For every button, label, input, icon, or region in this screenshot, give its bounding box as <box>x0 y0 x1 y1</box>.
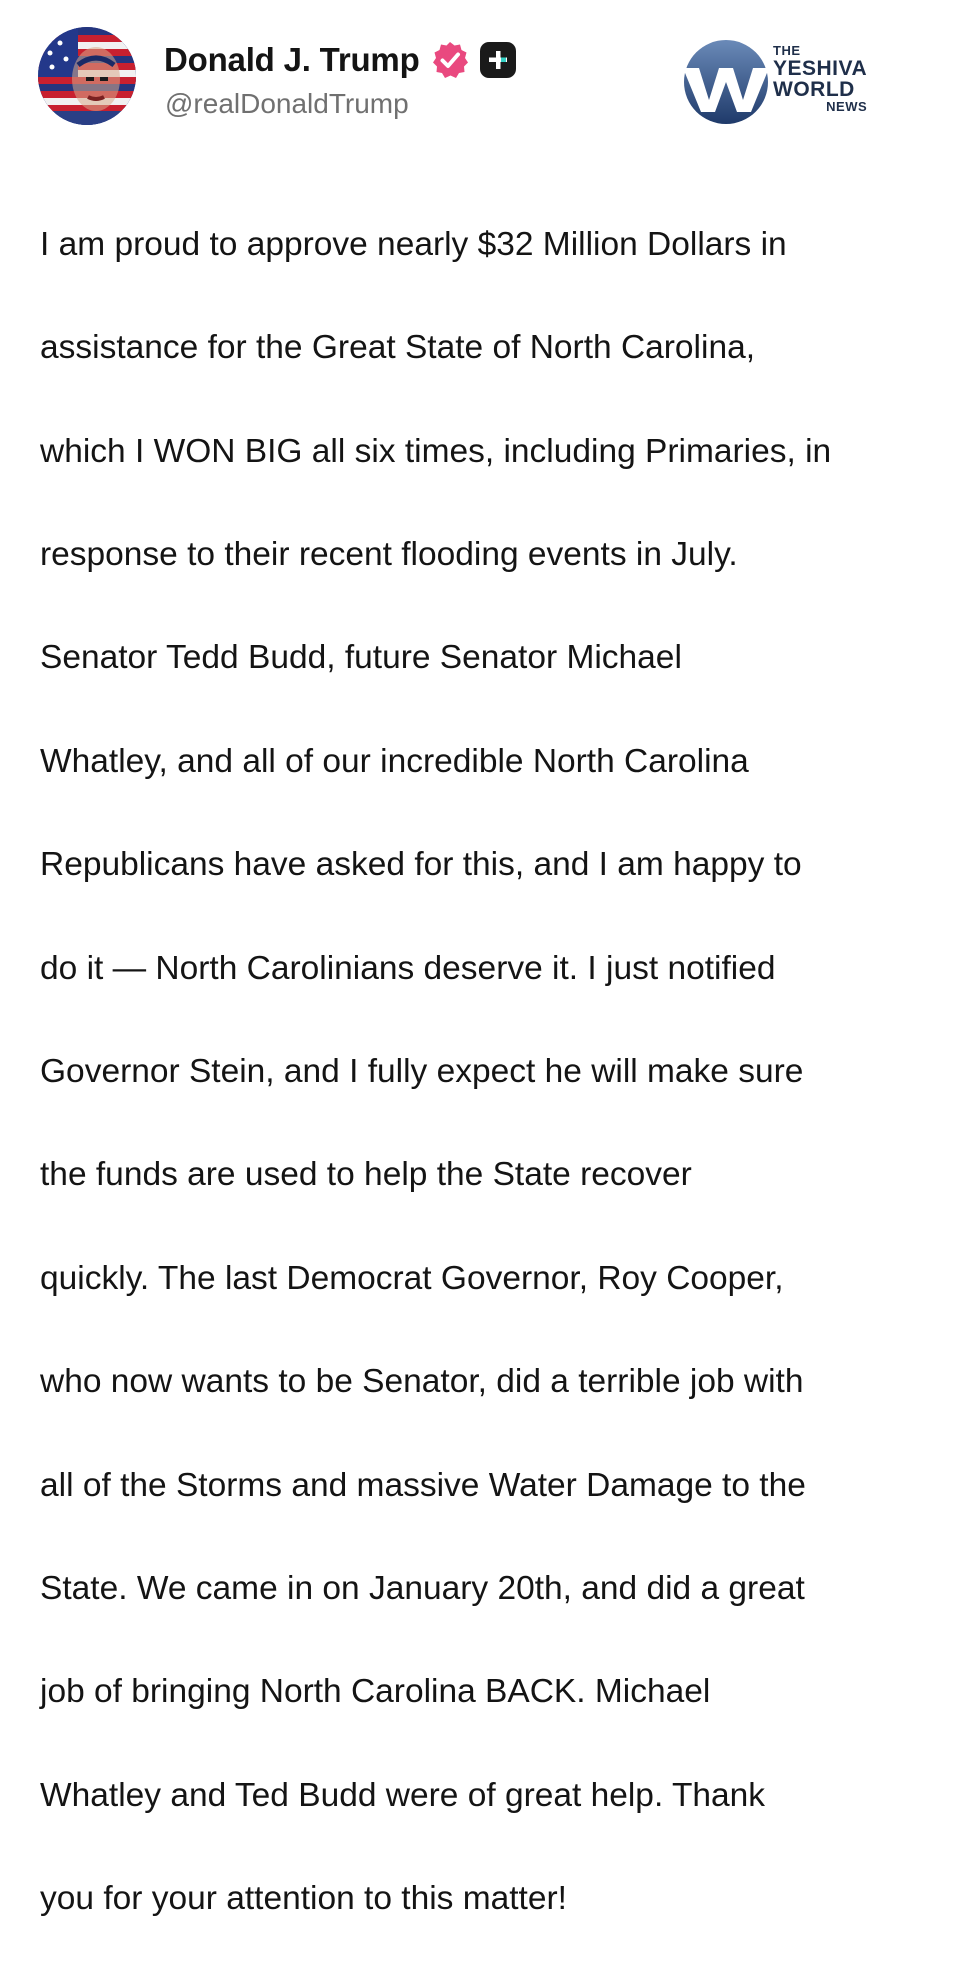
post-body-line: Senator Tedd Budd, future Senator Michael <box>40 639 682 677</box>
verified-badge-icon <box>430 40 470 80</box>
post-body-line: assistance for the Great State of North Carolina, <box>40 329 756 367</box>
post-body-line: State. We came in on January 20th, and did a great <box>40 1569 805 1607</box>
post-body-line: Whatley and Ted Budd were of great help. Thank <box>40 1776 766 1814</box>
post-body-line: job of bringing North Carolina BACK. Michael <box>40 1673 711 1711</box>
ywn-wordmark <box>773 44 867 113</box>
post-body-line: response to their recent flooding events in July. <box>40 535 738 573</box>
post-body-line: Governor Stein, and I fully expect he will make sure <box>40 1052 804 1090</box>
ywn-logo-icon <box>681 38 771 126</box>
post-body-line: all of the Storms and massive Water Damage to the <box>40 1466 806 1504</box>
post-body-line: who now wants to be Senator, did a terrible job with <box>40 1363 804 1401</box>
flag-portrait-avatar <box>38 27 136 125</box>
post-body-line: do it — North Carolinians deserve it. I just notified <box>40 949 776 987</box>
post-body-line: quickly. The last Democrat Governor, Roy Cooper, <box>40 1259 784 1297</box>
post-body-line: which I WON BIG all six times, including Primaries, in <box>40 432 832 470</box>
author-avatar[interactable] <box>38 27 136 125</box>
post-body <box>40 167 950 1977</box>
ywn-line-the: THE <box>773 43 801 58</box>
author-handle[interactable]: @realDonaldTrump <box>165 88 409 119</box>
post-body-line: I am proud to approve nearly $32 Million Dollars in <box>40 225 787 263</box>
post-body-line: Whatley, and all of our incredible North Carolina <box>40 742 749 780</box>
author-name[interactable]: Donald J. Trump <box>164 41 420 78</box>
post-body-line: the funds are used to help the State recover <box>40 1156 692 1194</box>
ywn-line-news: NEWS <box>826 99 868 114</box>
post-body-line: you for your attention to this matter! <box>40 1880 567 1918</box>
ywn-line-world: WORLD <box>773 78 855 101</box>
ywn-watermark <box>681 38 881 126</box>
post-body-line: Republicans have asked for this, and I am happy to <box>40 846 802 884</box>
ywn-line-yeshiva: YESHIVA <box>773 57 868 80</box>
truth-social-plus-icon[interactable] <box>480 42 516 78</box>
author-name-row <box>164 38 516 82</box>
